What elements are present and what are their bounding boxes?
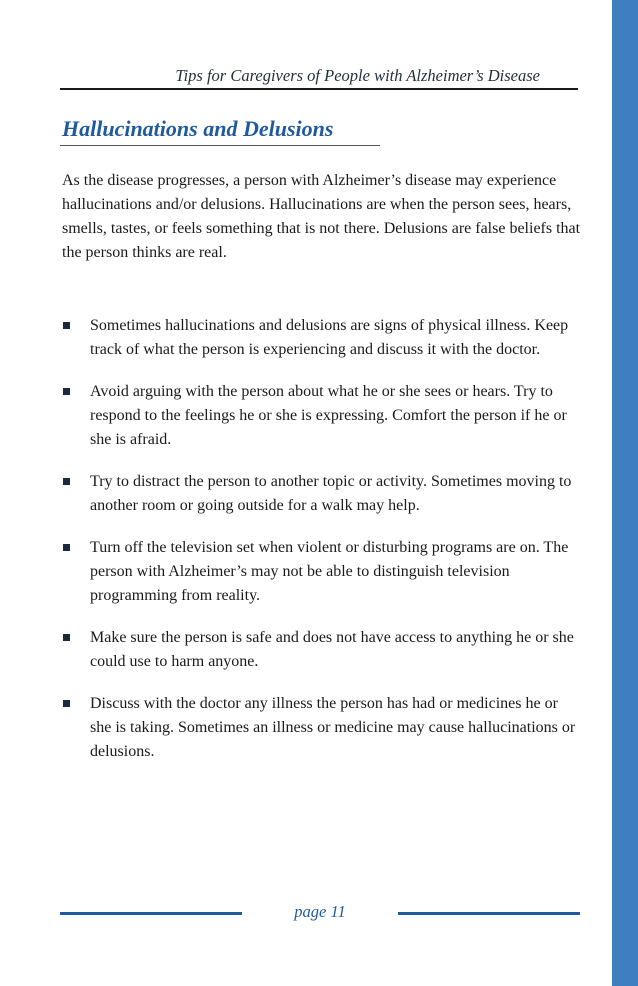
tip-item: [62, 314, 582, 362]
tip-item: [62, 692, 582, 764]
tip-item: [62, 626, 582, 674]
square-bullet-icon: [63, 700, 70, 707]
tip-item: [62, 380, 582, 452]
title-underline: [60, 145, 380, 146]
tip-text: Discuss with the doctor any illness the person has had or medicines he or she is taking. Sometimes an illness or medicine may cause hallucinations or delusions.: [90, 695, 576, 760]
footer-rule-left: [60, 912, 242, 915]
footer-rule-right: [398, 912, 580, 915]
square-bullet-icon: [63, 544, 70, 551]
section-title: Hallucinations and Delusions: [62, 116, 334, 141]
tip-text: Avoid arguing with the person about what he or she sees or hears. Try to respond to the feelings he or she is expressing. Comfort the person if he or she is afraid.: [90, 383, 567, 448]
tips-list: [62, 314, 582, 782]
square-bullet-icon: [63, 388, 70, 395]
running-header: Tips for Caregivers of People with Alzheimer’s Disease: [175, 66, 540, 85]
square-bullet-icon: [63, 634, 70, 641]
square-bullet-icon: [63, 478, 70, 485]
tip-text: Make sure the person is safe and does not have access to anything he or she could use to harm anyone.: [90, 629, 574, 670]
header-rule: [60, 88, 578, 90]
intro-paragraph: As the disease progresses, a person with Alzheimer’s disease may experience hallucinations and/or delusions. Hallucinations are when the person sees, hears, smells, tastes, or feels something that is not there. Delusions are false beliefs that the person thinks are real.: [62, 172, 581, 261]
tip-text: Try to distract the person to another topic or activity. Sometimes moving to another room or going outside for a walk may help.: [90, 473, 572, 514]
square-bullet-icon: [63, 322, 70, 329]
tip-item: [62, 536, 582, 608]
page-number: page 11: [294, 902, 346, 921]
side-color-band: [612, 0, 638, 986]
tip-text: Turn off the television set when violent or disturbing programs are on. The person with Alzheimer’s may not be able to distinguish television programming from reality.: [90, 539, 569, 604]
tip-text: Sometimes hallucinations and delusions are signs of physical illness. Keep track of what the person is experiencing and discuss it with the doctor.: [90, 317, 569, 358]
tip-item: [62, 470, 582, 518]
